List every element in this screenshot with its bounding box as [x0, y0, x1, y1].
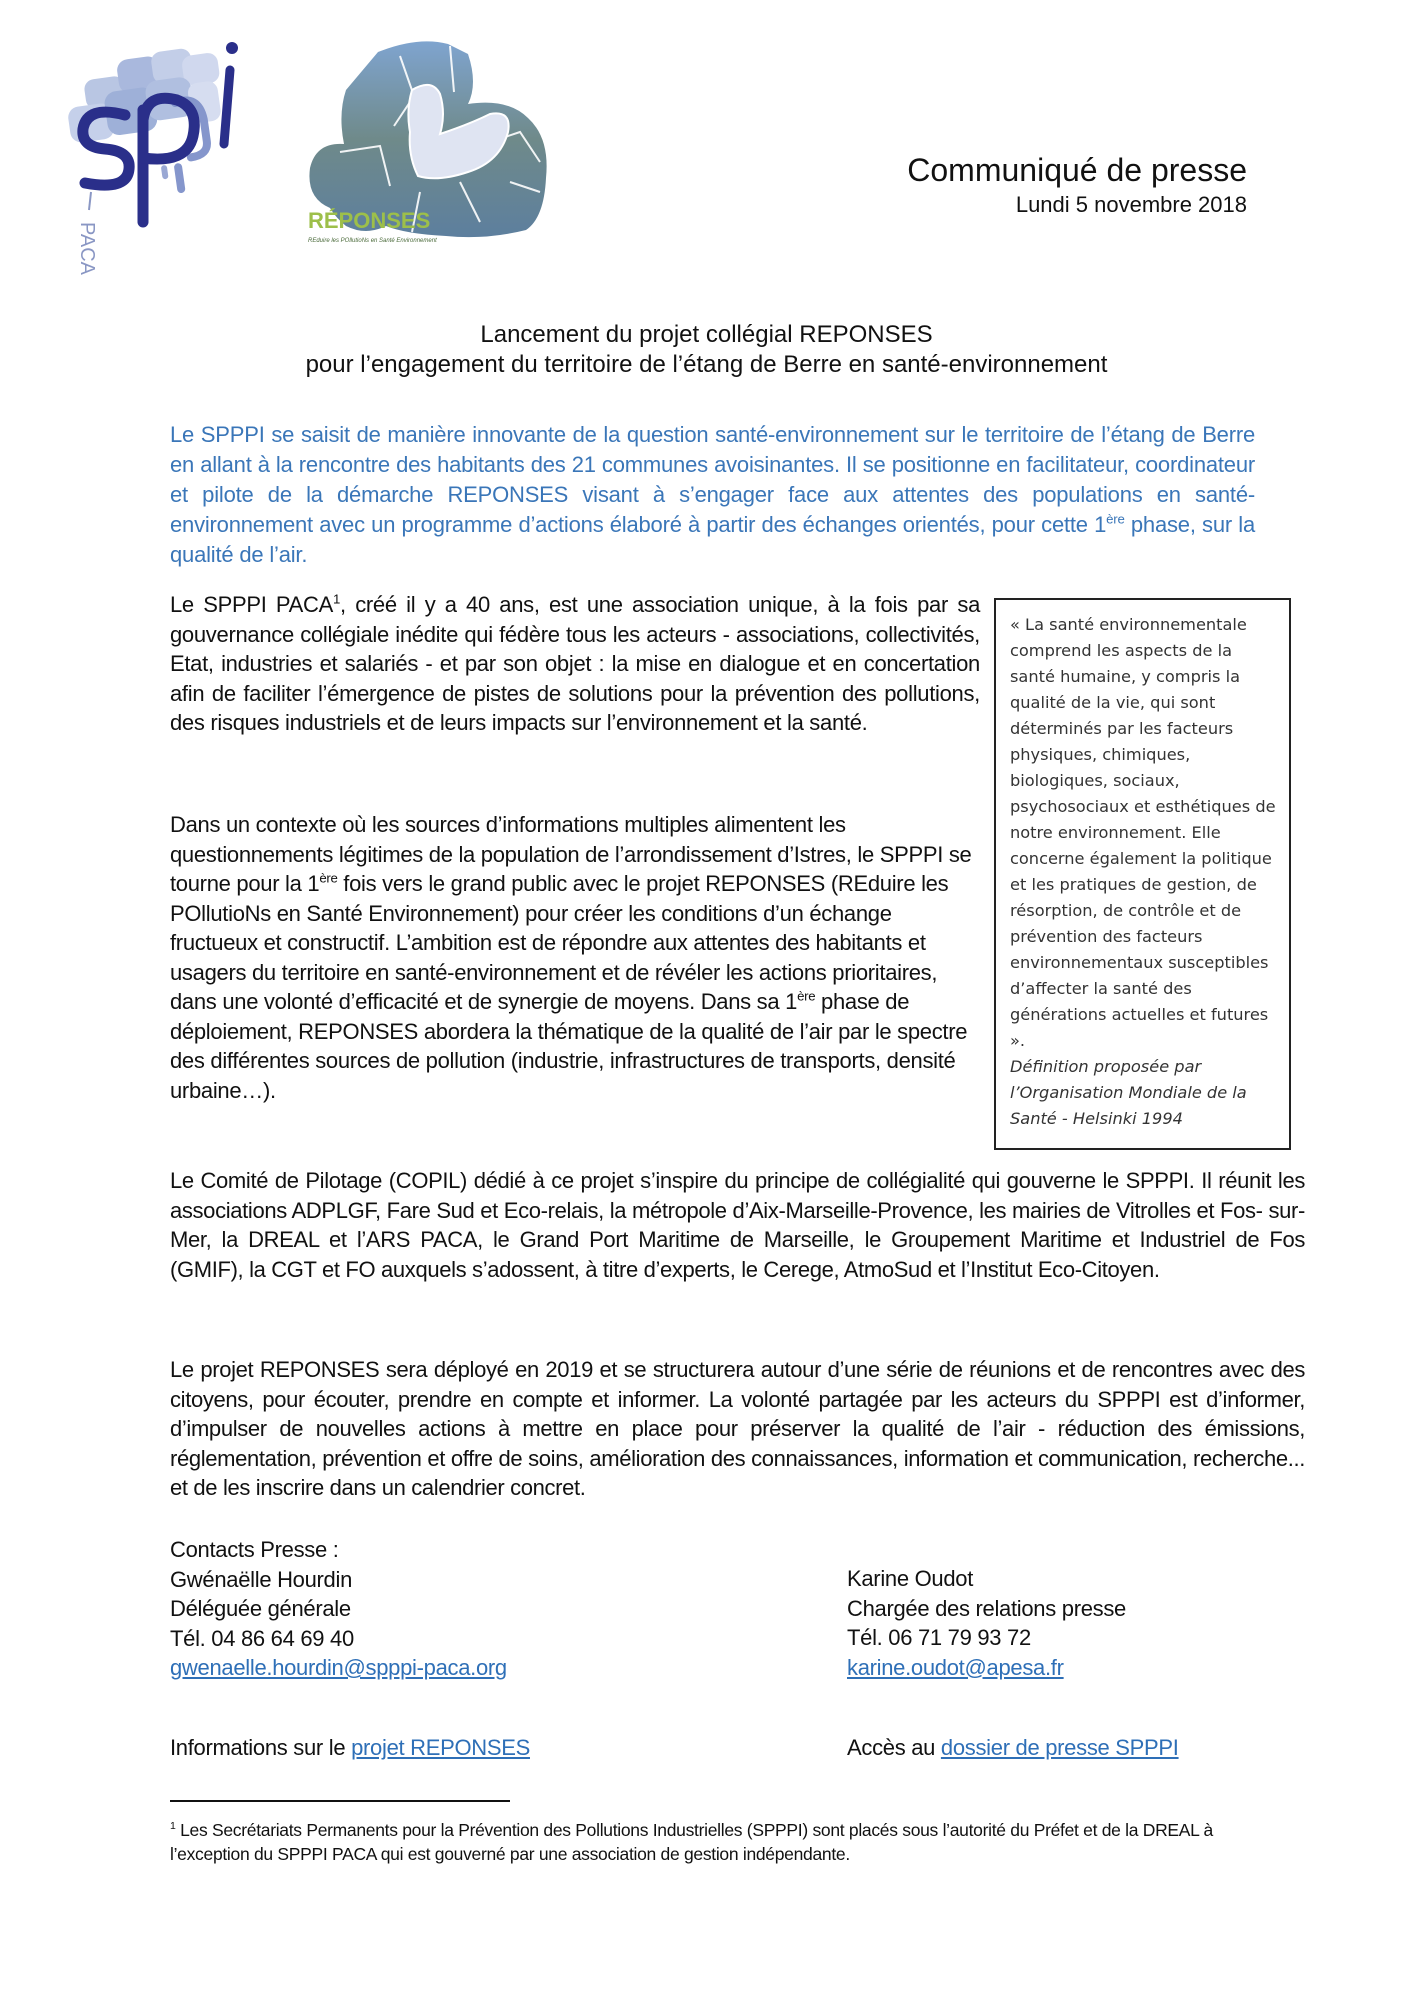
footnote-reference[interactable]: 1	[332, 591, 341, 607]
paragraph-context	[170, 810, 980, 1105]
footnote	[170, 1818, 1270, 1866]
contact-name: Gwénaëlle Hourdin	[170, 1566, 353, 1592]
svg-text:REduire les POllutioNs en Sant: REduire les POllutioNs en Santé Environnement	[308, 238, 437, 244]
link-prefix: Accès au	[847, 1735, 941, 1760]
release-date: Lundi 5 novembre 2018	[1015, 192, 1247, 217]
paragraph-text: fois vers le grand public avec le projet REPONSES (REduire les POllutioNs en Santé Environnement) pour créer les conditions d’un échange fructueux et constructif. L’ambition est de répondre aux attentes des habitants et usagers du territoire en santé-environnement et de révéler les actions prioritaires, dans une volonté d’efficacité et de synergie de moyens. Dans sa 1	[170, 871, 949, 1014]
map-collage-icon	[300, 32, 580, 260]
definition-sidebox	[994, 598, 1291, 1150]
contact-right	[847, 1564, 1126, 1682]
footnote-separator	[170, 1800, 510, 1802]
project-info-line	[170, 1735, 530, 1761]
paragraph-text: Dans un contexte où les sources d’informations multiples alimentent les questionnements légitimes de la population de l’arrondissement d’Istres, le SPPPI se tourne pour la 1	[170, 812, 972, 896]
headline-line-2: pour l’engagement du territoire de l’étang de Berre en santé-environnement	[305, 351, 1108, 378]
press-kit-line	[847, 1735, 1179, 1761]
contacts-heading: Contacts Presse :	[170, 1537, 339, 1562]
contact-name: Karine Oudot	[847, 1566, 974, 1591]
svg-text:PACA: PACA	[76, 222, 98, 275]
contact-email-link[interactable]: gwenaelle.hourdin@spppi-paca.org	[170, 1655, 507, 1680]
spppi-paca-logo	[55, 30, 275, 290]
definition-quote: « La santé environnementale comprend les aspects de la santé humaine, y compris la qualité de la vie, qui sont déterminés par les facteurs physiques, chimiques, biologiques, sociaux, psychosociaux et esthétiques de notre environnement. Elle concerne également la politique et les pratiques de gestion, de résorption, de contrôle et de prévention des facteurs environnementaux susceptibles d’affecter la santé des générations actuelles et futures ».	[1010, 615, 1276, 1050]
link-prefix: Informations sur le	[170, 1735, 352, 1760]
headline-line-1: Lancement du projet collégial REPONSES	[480, 321, 933, 348]
svg-text:RÉPONSES: RÉPONSES	[308, 208, 431, 233]
definition-citation: Définition proposée par l’Organisation Mondiale de la Santé - Helsinki 1994	[1010, 1057, 1247, 1128]
ordinal-superscript: ère	[797, 988, 816, 1004]
paragraph-copil: Le Comité de Pilotage (COPIL) dédié à ce projet s’inspire du principe de collégialité qui gouverne le SPPPI. Il réunit les associations ADPLGF, Fare Sud et Eco-relais, la métropole d’Aix-Marseille-Provence, les mairies de Vitrolles et Fos- sur-Mer, la DREAL et l’ARS PACA, le Grand Port Maritime de Marseille, le Groupement Maritime et Industriel de Fos (GMIF), la CGT et FO auxquels s’adossent, à titre d’experts, le Cerege, AtmoSud et l’Institut Eco-Citoyen.	[170, 1168, 1305, 1282]
paragraph-about-spppi	[170, 590, 980, 738]
ordinal-superscript: ère	[319, 870, 338, 886]
paragraph-text: , créé il y a 40 ans, est une association unique, à la fois par sa gouvernance collégiale inédite qui fédère tous les acteurs - associations, collectivités, Etat, industries et salariés - et par son objet : la mise en dialogue et en concertation afin de faciliter l’émergence de pistes de solutions pour la prévention des pollutions, des risques industriels et de leurs impacts sur l’environnement et la santé.	[170, 592, 981, 735]
contact-phone: Tél. 06 71 79 93 72	[847, 1625, 1031, 1650]
paragraph-text: phase de déploiement, REPONSES abordera la thématique de la qualité de l’air par le spectre des différentes sources de pollution (industrie, infrastructures de transports, densité urbaine…).	[170, 989, 968, 1103]
contact-email-link[interactable]: karine.oudot@apesa.fr	[847, 1654, 1064, 1680]
intro-text: Le SPPPI se saisit de manière innovante de la question santé-environnement sur le territoire de l’étang de Berre en allant à la rencontre des habitants des 21 communes avoisinantes. Il se positionne en facilitateur, coordinateur et pilote de la démarche REPONSES visant à s’engager face aux attentes des populations en santé-environnement avec un programme d’actions élaboré à partir des échanges orientés, pour cette 1	[170, 422, 1255, 537]
intro-paragraph	[170, 420, 1255, 570]
intro-text-end: phase, sur la qualité de l’air.	[170, 512, 1255, 567]
paragraph-text: Le SPPPI PACA	[170, 592, 333, 617]
reponses-logo	[300, 32, 580, 260]
press-kit-link[interactable]: dossier de presse SPPPI	[940, 1735, 1179, 1760]
ordinal-superscript: ère	[1106, 511, 1125, 527]
contact-phone: Tél. 04 86 64 69 40	[170, 1625, 354, 1651]
spppi-logo-icon	[55, 30, 275, 290]
footnote-text: Les Secrétariats Permanents pour la Prévention des Pollutions Industrielles (SPPPI) sont placés sous l’autorité du Préfet et de la DREAL à l’exception du SPPPI PACA qui est gouverné par une association de gestion indépendante.	[170, 1820, 1213, 1864]
document-type-heading: Communiqué de presse	[907, 152, 1247, 188]
contact-role: Chargée des relations presse	[847, 1595, 1126, 1621]
footnote-marker: 1	[170, 1820, 176, 1833]
contact-left	[170, 1535, 507, 1683]
contact-role: Déléguée générale	[170, 1596, 351, 1621]
project-reponses-link[interactable]: projet REPONSES	[351, 1735, 530, 1760]
paragraph-deployment: Le projet REPONSES sera déployé en 2019 et se structurera autour d’une série de réunions et de rencontres avec des citoyens, pour écouter, prendre en compte et informer. La volonté partagée par les acteurs du SPPPI est d’informer, d’impulser de nouvelles actions à mettre en place pour préserver la qualité de l’air - réduction des émissions, réglementation, prévention et offre de soins, amélioration des connaissances, information et communication, recherche... et de les inscrire dans un calendrier concret.	[170, 1357, 1305, 1500]
